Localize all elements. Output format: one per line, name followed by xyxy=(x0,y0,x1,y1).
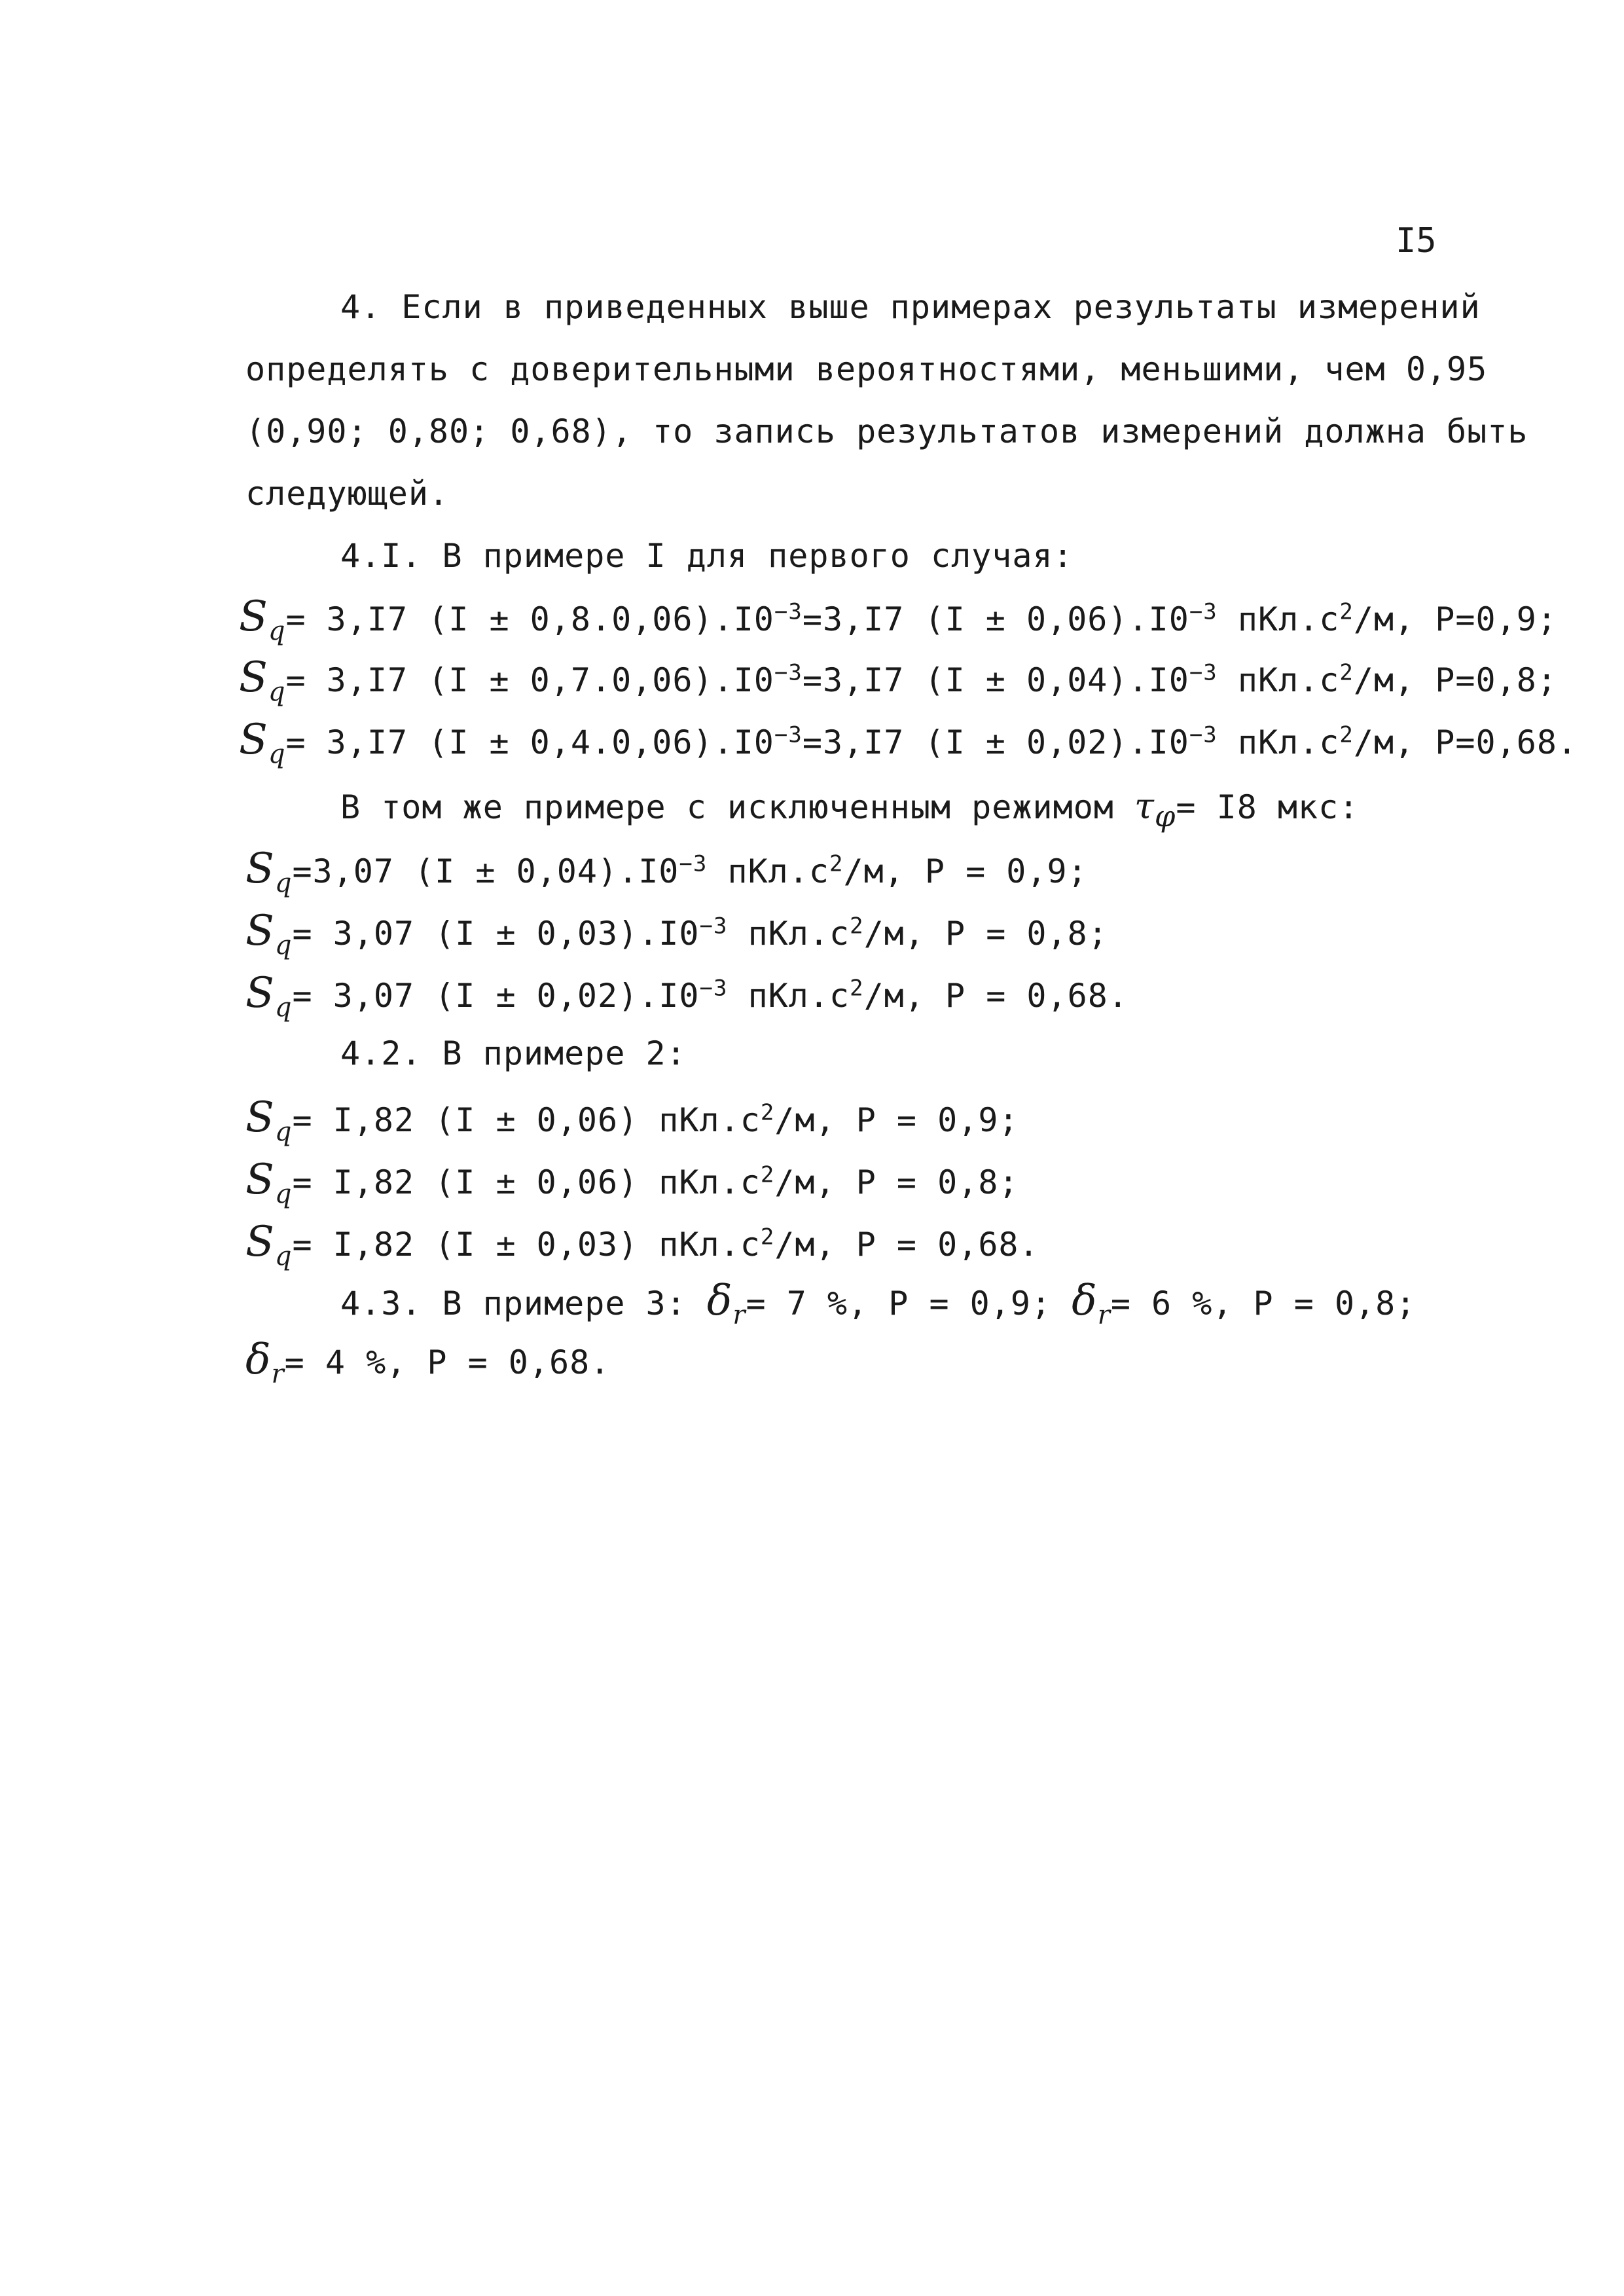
sq-symbol: $S_q$ xyxy=(245,1093,293,1147)
sq-symbol: $S_q$ xyxy=(239,653,286,707)
para4-line3: (0,90; 0,80; 0,68), то запись результатов измерений должна быть xyxy=(245,412,1528,450)
s41-excl-row-2: $S_q= 3,07$ $(I \pm 0,03).I0^{-3}$ $пКл.с^2/м$, P = 0,8; xyxy=(245,907,1108,960)
s41-excluded-mode-line: В том же примере с исключенным режимом $\tau_\varphi= I8$ мкс: xyxy=(340,786,1360,833)
section-4-2-heading: 4.2. В примере 2: xyxy=(340,1034,687,1072)
s42-row-2: $S_q= I,82$ (I ± 0,06) $пКл.с^2/м$, P = 0,8; xyxy=(245,1156,1019,1209)
s41-row-1: $S_q= 3,I7$ $(I \pm 0,8.0,06).I0^{-3}=3,I7$ $(I \pm 0,06).I0^{-3}$ $пКл.с^2/м$, P=0,9; xyxy=(239,592,1557,646)
tau-phi-symbol: $\tau_\varphi$ xyxy=(1134,786,1176,833)
s42-row-3: $S_q= I,82$ (I ± 0,03) $пКл.с^2/м$, P = 0,68. xyxy=(245,1218,1039,1271)
section-4-1-heading: 4.I. В примере I для первого случая: xyxy=(340,537,1074,575)
s41-excl-row-1: $S_q=3,07$ $(I \pm 0,04).I0^{-3}$ $пКл.с^2/м$, P = 0,9; xyxy=(245,845,1088,898)
para4-line2: определять с доверительными вероятностями, меньшими, чем 0,95 xyxy=(245,350,1488,388)
delta-r-symbol: $\delta_r$ xyxy=(1072,1277,1111,1330)
para4-line1: 4. Если в приведенных выше примерах результаты измерений xyxy=(340,288,1481,326)
sq-symbol: $S_q$ xyxy=(239,716,286,769)
s41-row-2: $S_q= 3,I7$ $(I \pm 0,7.0,06).I0^{-3}=3,I7$ $(I \pm 0,04).I0^{-3}$ $пКл.с^2/м$, P=0,8; xyxy=(239,653,1557,707)
s42-row-1: $S_q= I,82$ (I ± 0,06) $пКл.с^2/м$, P = 0,9; xyxy=(245,1093,1019,1147)
sq-symbol: $S_q$ xyxy=(239,592,286,646)
s41-row-3: $S_q= 3,I7$ $(I \pm 0,4.0,06).I0^{-3}=3,I7$ $(I \pm 0,02).I0^{-3}$ $пКл.с^2/м$, P=0,68. xyxy=(239,716,1578,769)
page-number: I5 xyxy=(1396,221,1437,261)
sq-symbol: $S_q$ xyxy=(245,1156,293,1209)
sq-symbol: $S_q$ xyxy=(245,845,293,898)
s41-excl-row-3: $S_q= 3,07$ $(I \pm 0,02).I0^{-3}$ $пКл.с^2/м$, P = 0,68. xyxy=(245,969,1128,1023)
para4-line4: следующей. xyxy=(245,475,450,513)
sq-symbol: $S_q$ xyxy=(245,907,293,960)
section-4-3-line2: $\delta_r= 4$ %, P = 0,68. xyxy=(245,1336,611,1389)
sq-symbol: $S_q$ xyxy=(245,969,293,1023)
delta-r-symbol: $\delta_r$ xyxy=(245,1336,285,1389)
delta-r-symbol: $\delta_r$ xyxy=(706,1277,746,1330)
sq-symbol: $S_q$ xyxy=(245,1218,293,1271)
section-4-3-line: 4.3. В примере 3: $\delta_r= 7$ %, P = 0,9; $\delta_r= 6$ %, P = 0,8; xyxy=(340,1277,1416,1330)
